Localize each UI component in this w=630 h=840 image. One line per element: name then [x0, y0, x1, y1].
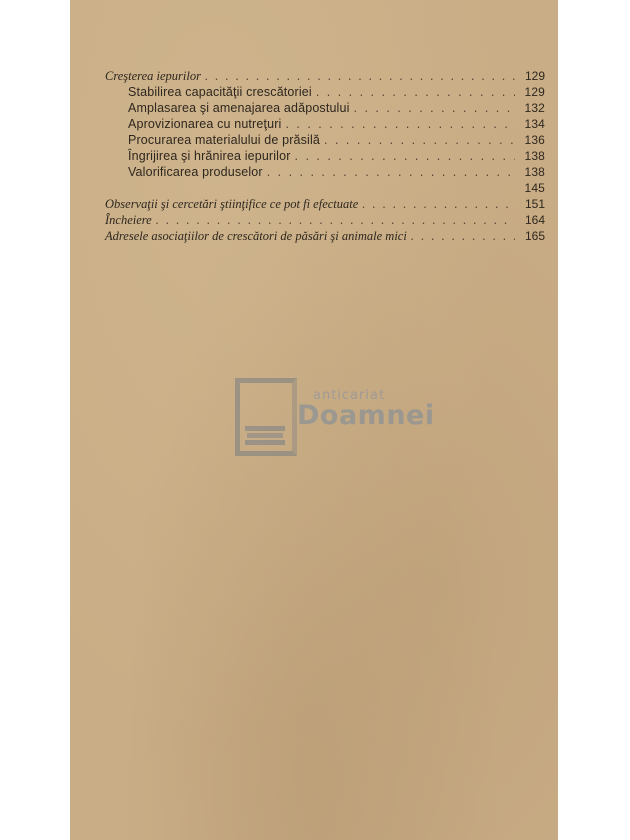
toc-entry-title: Adresele asociaţiilor de crescători de păsări şi animale mici — [105, 229, 407, 243]
toc-leader-dots — [205, 68, 515, 84]
toc-entry-procurarea — [105, 132, 545, 148]
toc-leader-dots — [285, 116, 515, 132]
toc-leader-dots — [411, 228, 515, 244]
watermark-big-text: Doamnei — [297, 400, 435, 431]
toc-entry-aprovizionarea — [105, 116, 545, 132]
toc-entry-page: 129 — [524, 69, 545, 83]
anticariat-watermark — [235, 378, 465, 462]
toc-entry-page: 132 — [524, 101, 545, 115]
toc-entry-title: Observaţii şi cercetări ştiinţifice ce pot fi efectuate — [105, 197, 359, 211]
toc-entry-title: Creşterea iepurilor — [105, 69, 201, 83]
toc-entry-title: Aprovizionarea cu nutreţuri — [128, 117, 282, 131]
toc-entry-continuation — [105, 180, 545, 196]
toc-entry-title: Stabilirea capacităţii crescătoriei — [128, 85, 312, 99]
toc-entry-page: 136 — [524, 133, 545, 147]
toc-entry-page: 134 — [524, 117, 545, 131]
toc-entry-observatii — [105, 196, 545, 212]
toc-entry-valorificarea — [105, 164, 545, 180]
toc-leader-dots — [354, 100, 515, 116]
watermark-small-text: anticariat — [313, 388, 386, 403]
toc-entry-amplasarea — [105, 100, 545, 116]
toc-entry-cresterea-iepurilor — [105, 68, 545, 84]
toc-entry-title: Îngrijirea şi hrănirea iepurilor — [128, 149, 291, 163]
toc-entry-page: 165 — [524, 229, 545, 243]
toc-entry-page: 145 — [524, 181, 545, 195]
book-page — [70, 0, 558, 840]
toc-leader-dots — [324, 132, 515, 148]
toc-leader-dots — [316, 84, 515, 100]
toc-entry-adresele — [105, 228, 545, 244]
toc-entry-page: 138 — [524, 165, 545, 179]
toc-leader-dots — [295, 148, 515, 164]
toc-leader-dots — [156, 212, 515, 228]
toc-leader-dots — [267, 164, 515, 180]
toc-entry-ingrijirea — [105, 148, 545, 164]
table-of-contents — [105, 68, 545, 244]
toc-leader-dots — [362, 196, 515, 212]
toc-entry-title: Valorificarea produselor — [128, 165, 263, 179]
toc-entry-title: Încheiere — [105, 213, 152, 227]
toc-entry-page: 138 — [524, 149, 545, 163]
toc-entry-page: 129 — [524, 85, 545, 99]
toc-entry-page: 164 — [524, 213, 545, 227]
toc-entry-title: Amplasarea şi amenajarea adăpostului — [128, 101, 350, 115]
toc-entry-incheiere — [105, 212, 545, 228]
toc-entry-page: 151 — [524, 197, 545, 211]
books-icon — [243, 424, 287, 446]
toc-entry-stabilirea-capacitatii — [105, 84, 545, 100]
toc-entry-title: Procurarea materialului de prăsilă — [128, 133, 320, 147]
